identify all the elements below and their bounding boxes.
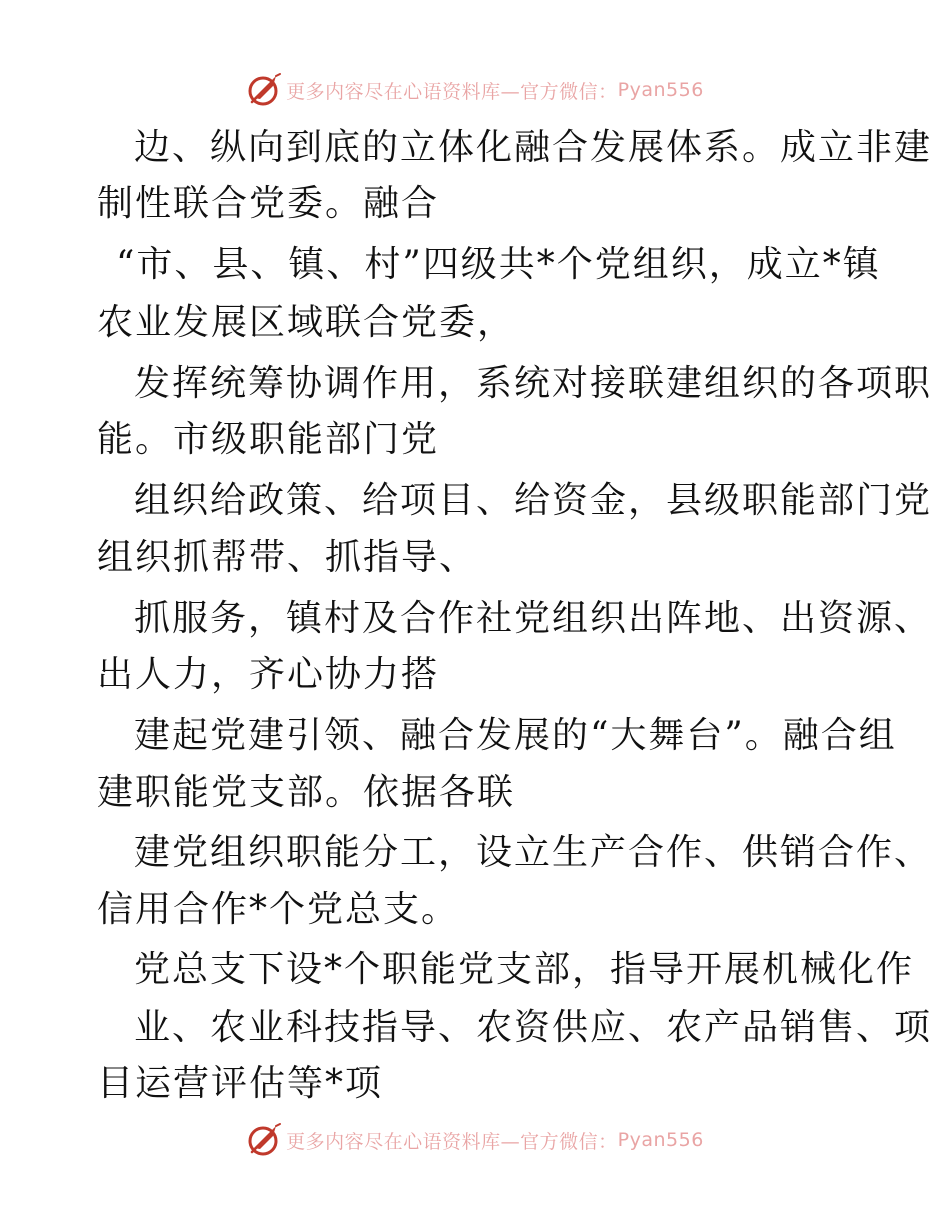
text-line: 抓服务，镇村及合作社党组织出阵地、出资源、 <box>134 598 933 639</box>
watermark-site-text: 更多内容尽在心语资料库—官方微信： <box>286 80 618 103</box>
text-line: “市、县、镇、村”四级共*个党组织，成立*镇 <box>116 244 881 285</box>
text-line: 组织抓帮带、抓指导、 <box>97 537 478 578</box>
text-line: 建职能党支部。依据各联 <box>97 772 516 813</box>
text-line: 边、纵向到底的立体化融合发展体系。成立非建 <box>134 127 933 168</box>
text-line: 业、农业科技指导、农资供应、农产品销售、项 <box>134 1007 933 1048</box>
text-line: 建起党建引领、融合发展的“大舞台”。融合组 <box>134 715 897 756</box>
watermark-site-text: 更多内容尽在心语资料库—官方微信： <box>286 1130 618 1153</box>
footer-watermark <box>0 1120 950 1160</box>
text-line: 党总支下设*个职能党支部，指导开展机械化作 <box>134 949 915 990</box>
text-line: 目运营评估等*项 <box>97 1063 384 1104</box>
text-line: 制性联合党委。融合 <box>97 183 440 224</box>
text-line: 能。市级职能部门党 <box>97 419 440 460</box>
text-line: 组织给政策、给项目、给资金，县级职能部门党 <box>134 480 933 521</box>
text-line: 信用合作*个党总支。 <box>97 889 460 930</box>
quill-pen-seal-icon <box>246 1122 282 1158</box>
watermark-wechat-id: Pyan556 <box>617 79 704 101</box>
text-line: 建党组织职能分工，设立生产合作、供销合作、 <box>134 832 933 873</box>
text-line: 农业发展区域联合党委， <box>97 302 516 343</box>
watermark-wechat-id: Pyan556 <box>617 1129 704 1151</box>
text-line: 出人力，齐心协力搭 <box>97 654 440 695</box>
text-line: 发挥统筹协调作用，系统对接联建组织的各项职 <box>134 363 933 404</box>
